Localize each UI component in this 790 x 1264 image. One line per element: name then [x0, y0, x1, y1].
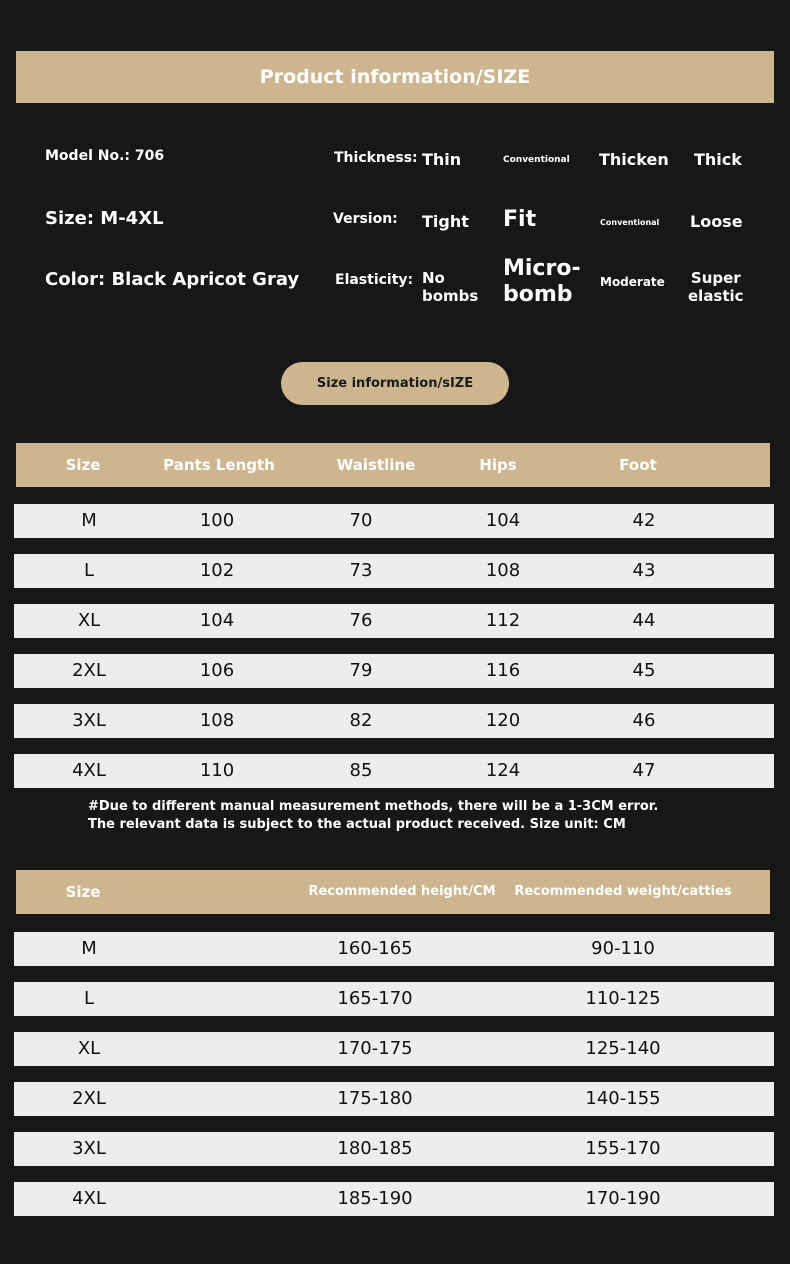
thickness-thicken: Thicken	[599, 150, 669, 169]
cell-hips: 120	[485, 710, 521, 731]
table-row	[14, 604, 774, 638]
cell-foot: 42	[632, 510, 656, 531]
header-hips: Hips	[479, 456, 517, 474]
thickness-label: Thickness:	[334, 150, 418, 166]
cell-height: 180-185	[337, 1138, 413, 1159]
size-range: Size: M-4XL	[45, 208, 164, 229]
cell-waistline: 70	[349, 510, 373, 531]
cell-size: M	[81, 938, 97, 959]
cell-height: 175-180	[337, 1088, 413, 1109]
cell-size: 2XL	[72, 660, 106, 681]
recommendation-table-header	[16, 870, 770, 914]
cell-pants-length: 102	[199, 560, 235, 581]
size-table-header	[16, 443, 770, 487]
cell-height: 165-170	[337, 988, 413, 1009]
header-pants-length: Pants Length	[163, 456, 275, 474]
product-info-banner	[16, 51, 774, 103]
cell-waistline: 76	[349, 610, 373, 631]
cell-waistline: 79	[349, 660, 373, 681]
cell-pants-length: 106	[199, 660, 235, 681]
cell-weight: 155-170	[585, 1138, 661, 1159]
elasticity-micro-bomb-line1: Micro-	[503, 256, 581, 281]
elasticity-super-elastic	[688, 269, 744, 305]
cell-weight: 110-125	[585, 988, 661, 1009]
table-row	[14, 504, 774, 538]
table-row	[14, 1032, 774, 1066]
cell-hips: 116	[485, 660, 521, 681]
model-number: Model No.: 706	[45, 148, 165, 164]
measurement-note-line2: The relevant data is subject to the actual product received. Size unit: CM	[88, 817, 626, 832]
elasticity-no-bombs-line2: bombs	[422, 287, 479, 305]
version-label: Version:	[333, 211, 398, 227]
header-recommended-height: Recommended height/CM	[308, 884, 496, 899]
elasticity-label: Elasticity:	[335, 272, 414, 288]
version-loose: Loose	[690, 212, 743, 231]
cell-foot: 43	[632, 560, 656, 581]
table-row	[14, 654, 774, 688]
header-size: Size	[65, 883, 101, 901]
cell-height: 170-175	[337, 1038, 413, 1059]
cell-size: M	[81, 510, 97, 531]
cell-size: 3XL	[72, 1138, 106, 1159]
measurement-note	[88, 798, 728, 834]
cell-hips: 112	[485, 610, 521, 631]
thickness-thin: Thin	[422, 150, 462, 169]
cell-weight: 170-190	[585, 1188, 661, 1209]
table-row	[14, 932, 774, 966]
cell-waistline: 82	[349, 710, 373, 731]
cell-foot: 44	[632, 610, 656, 631]
header-waistline: Waistline	[336, 456, 416, 474]
cell-weight: 140-155	[585, 1088, 661, 1109]
cell-foot: 47	[632, 760, 656, 781]
cell-size: 3XL	[72, 710, 106, 731]
elasticity-micro-bomb	[503, 256, 581, 308]
version-conventional: Conventional	[600, 218, 660, 227]
size-information-pill	[281, 362, 509, 405]
table-row	[14, 754, 774, 788]
table-row	[14, 982, 774, 1016]
table-row	[14, 1082, 774, 1116]
cell-foot: 46	[632, 710, 656, 731]
cell-height: 160-165	[337, 938, 413, 959]
banner-title: Product information/SIZE	[259, 66, 531, 88]
thickness-conventional: Conventional	[503, 155, 570, 165]
color-options: Color: Black Apricot Gray	[45, 269, 300, 290]
elasticity-moderate: Moderate	[600, 275, 665, 289]
elasticity-super-elastic-line1: Super	[690, 269, 741, 287]
cell-size: 4XL	[72, 760, 106, 781]
thickness-thick: Thick	[694, 150, 742, 169]
cell-size: 2XL	[72, 1088, 106, 1109]
elasticity-no-bombs-line1: No	[422, 269, 445, 287]
cell-hips: 108	[485, 560, 521, 581]
cell-weight: 125-140	[585, 1038, 661, 1059]
cell-weight: 90-110	[591, 938, 655, 959]
cell-hips: 124	[485, 760, 521, 781]
elasticity-no-bombs	[422, 269, 478, 305]
cell-waistline: 85	[349, 760, 373, 781]
cell-height: 185-190	[337, 1188, 413, 1209]
version-fit: Fit	[503, 207, 537, 232]
cell-size: L	[83, 560, 95, 581]
header-recommended-weight: Recommended weight/catties	[514, 884, 732, 899]
cell-size: 4XL	[72, 1188, 106, 1209]
cell-pants-length: 104	[199, 610, 235, 631]
cell-foot: 45	[632, 660, 656, 681]
cell-pants-length: 100	[199, 510, 235, 531]
header-size: Size	[65, 456, 101, 474]
size-information-pill-label: Size information/sIZE	[316, 376, 474, 391]
cell-waistline: 73	[349, 560, 373, 581]
table-row	[14, 704, 774, 738]
cell-size: L	[83, 988, 95, 1009]
cell-hips: 104	[485, 510, 521, 531]
elasticity-micro-bomb-line2: bomb	[503, 282, 573, 307]
table-row	[14, 1132, 774, 1166]
table-row	[14, 554, 774, 588]
measurement-note-line1: #Due to different manual measurement methods, there will be a 1-3CM error.	[88, 799, 659, 814]
cell-pants-length: 110	[199, 760, 235, 781]
header-foot: Foot	[619, 456, 657, 474]
table-row	[14, 1182, 774, 1216]
elasticity-super-elastic-line2: elastic	[688, 287, 744, 305]
cell-size: XL	[77, 1038, 101, 1059]
version-tight: Tight	[422, 212, 469, 231]
cell-pants-length: 108	[199, 710, 235, 731]
cell-size: XL	[77, 610, 101, 631]
